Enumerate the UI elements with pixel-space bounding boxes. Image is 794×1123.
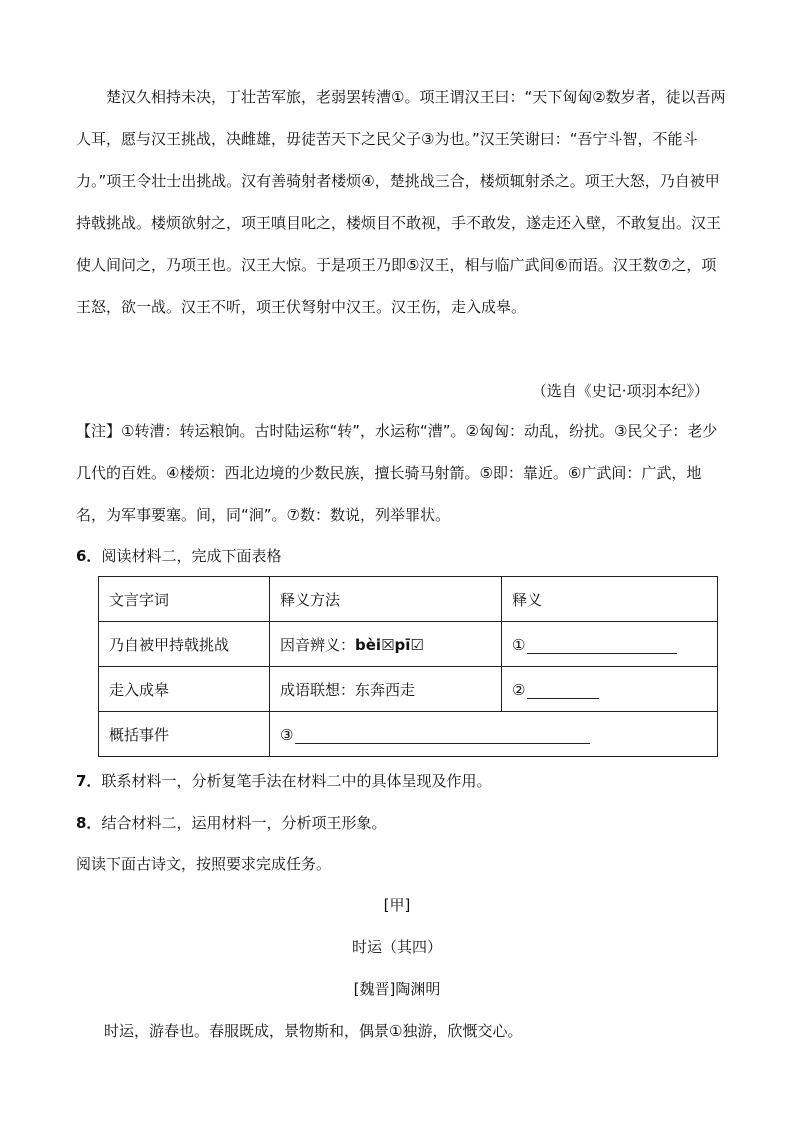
table-row bbox=[99, 622, 718, 667]
question-7-number: 7． bbox=[76, 772, 102, 790]
table-row bbox=[99, 712, 718, 757]
method-idiom: 东奔西走 bbox=[355, 680, 416, 699]
question-7-text: 联系材料一，分析复笔手法在材料二中的具体呈现及作用。 bbox=[101, 772, 492, 790]
poem-author: [魏晋]陶渊明 bbox=[353, 980, 441, 998]
table-cell-method bbox=[270, 622, 502, 667]
poem-preface: 时运，游春也。春服既成，景物斯和，偶景①独游，欣慨交心。 bbox=[104, 1022, 523, 1040]
table-row bbox=[99, 667, 718, 712]
table-header-cell: 释义 bbox=[502, 577, 718, 622]
method-label: 因音辨义： bbox=[280, 635, 356, 654]
answer-marker: ③ bbox=[280, 725, 294, 744]
table-cell-answer bbox=[502, 622, 718, 667]
table-header-cell: 释义方法 bbox=[270, 577, 502, 622]
answer-marker: ② bbox=[512, 680, 526, 699]
method-label: 成语联想： bbox=[280, 680, 356, 699]
table-header-cell: 文言字词 bbox=[99, 577, 270, 622]
question-6 bbox=[76, 545, 281, 566]
answer-table bbox=[98, 576, 718, 757]
table-cell-summary-label: 概括事件 bbox=[99, 712, 270, 757]
material2-notes: 【注】①转漕：转运粮饷。古时陆运称“转”，水运称“漕”。②匈匈：动乱，纷扰。③民父子：老少几代的百姓。④楼烦：西北边境的少数民族，擅长骑马射箭。⑤即：靠近。⑥广武间：广武，地名，为军事要塞。间，同“涧”。⑦数：数说，列举罪状。 bbox=[76, 422, 718, 524]
answer-blank-2[interactable] bbox=[527, 680, 599, 699]
answer-blank-1[interactable] bbox=[527, 635, 677, 654]
table-cell-summary bbox=[270, 712, 718, 757]
question-8-number: 8． bbox=[76, 814, 102, 832]
material2-source: （选自《史记·项羽本纪》） bbox=[531, 382, 709, 400]
answer-blank-3[interactable] bbox=[295, 725, 590, 744]
table-header-row bbox=[99, 577, 718, 622]
method-pinyin: bèi☒pī☑ bbox=[355, 635, 424, 654]
table-cell-word: 走入成皋 bbox=[99, 667, 270, 712]
material2-passage: 楚汉久相持未决，丁壮苦军旅，老弱罢转漕①。项王谓汉王曰：“天下匈匈②数岁者，徒以吾两人耳，愿与汉王挑战，决雌雄，毋徒苦天下之民父子③为也。”汉王笑谢曰：“吾宁斗智，不能斗力。”项王令壮士出挑战。汉有善骑射者楼烦④，楚挑战三合，楼烦辄射杀之。项王大怒，乃自被甲持戟挑战。楼烦欲射之，项王嗔目叱之，楼烦目不敢视，手不敢发，遂走还入壁，不敢复出。汉王使人间问之，乃项王也。汉王大惊。于是项王乃即⑤汉王，相与临广武间⑥而语。汉王数⑦之，项王怒，欲一战。汉王不听，项王伏弩射中汉王。汉王伤，走入成皋。 bbox=[76, 88, 726, 316]
table-cell-answer bbox=[502, 667, 718, 712]
question-7 bbox=[76, 770, 491, 791]
table-cell-method bbox=[270, 667, 502, 712]
question-8-text: 结合材料二，运用材料一，分析项王形象。 bbox=[101, 814, 387, 832]
poem-title: 时运（其四） bbox=[351, 938, 442, 956]
instruction: 阅读下面古诗文，按照要求完成任务。 bbox=[76, 855, 332, 873]
question-8 bbox=[76, 812, 386, 833]
answer-marker: ① bbox=[512, 635, 526, 654]
question-6-text: 阅读材料二，完成下面表格 bbox=[101, 547, 282, 565]
table-cell-word: 乃自被甲持戟挑战 bbox=[99, 622, 270, 667]
question-6-number: 6． bbox=[76, 547, 102, 565]
poem-label: [甲] bbox=[383, 896, 411, 914]
